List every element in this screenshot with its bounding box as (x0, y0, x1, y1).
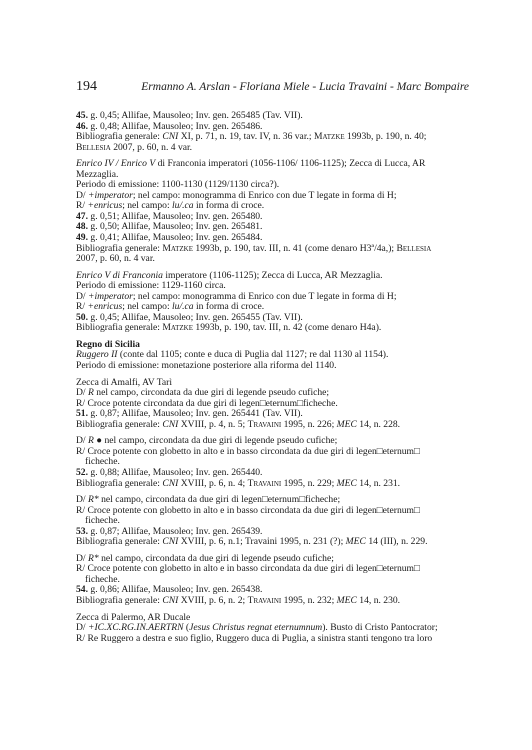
text-line: D/ R ● nel campo, circondata da due giri di legende pseudo cufiche; (76, 436, 338, 447)
catalogue-text (76, 111, 472, 644)
text-line: R/ Croce potente con globetto in alto e in basso circondata da due giri di legen□eternum□ (76, 505, 420, 516)
text-line: D/ +imperator; nel campo: monogramma di Enrico con due T legate in forma di H; (76, 291, 397, 302)
text-line: R/ Croce potente con globetto in alto e in basso circondata da due giri di legen□eternum□ (76, 446, 420, 457)
text-line: Zecca di Amalfi, AV Tarì (76, 377, 173, 388)
text-line: 47. g. 0,51; Allifae, Mausoleo; Inv. gen. 265480. (76, 211, 263, 222)
text-line: 54. g. 0,86; Allifae, Mausoleo; Inv. gen. 265438. (76, 585, 263, 596)
text-line: ficheche. (85, 457, 120, 468)
running-header-authors: Ermanno A. Arslan - Floriana Miele - Lucia Travaini - Marc Bompaire (141, 81, 469, 93)
text-line: 48. g. 0,50; Allifae, Mausoleo; Inv. gen. 265481. (76, 222, 263, 233)
text-line: R/ +enricus; nel campo: lu/.ca in forma di croce. (76, 201, 265, 212)
text-line: Bellesia 2007, p. 60, n. 4 var. (76, 142, 193, 153)
text-line: R/ +enricus; nel campo: lu/.ca in forma di croce. (76, 302, 265, 313)
text-line: Bibliografia generale: CNI XVIII, p. 6, n. 2; Travaini 1995, n. 232; MEC 14, n. 230. (76, 595, 401, 606)
text-line: Periodo di emissione: 1100-1130 (1129/1130 circa?). (76, 180, 280, 191)
text-line: 2007, p. 60, n. 4 var. (76, 254, 155, 265)
text-line: 52. g. 0,88; Allifae, Mausoleo; Inv. gen. 265440. (76, 467, 263, 478)
text-line: D/ R* nel campo, circondata da due giri di legen□eternum□ficheche; (76, 495, 341, 506)
text-line: Periodo di emissione: 1129-1160 circa. (76, 281, 226, 292)
text-line: Mezzaglia. (76, 169, 119, 180)
text-line: 53. g. 0,87; Allifae, Mausoleo; Inv. gen. 265439. (76, 526, 263, 537)
text-line: 50. g. 0,45; Allifae, Mausoleo; Inv. gen. 265455 (Tav. VII). (76, 312, 303, 323)
text-line: Bibliografia generale: Matzke 1993b, p. 190, tav. III, n. 41 (come denaro H3ª/4a,); Bellesia (76, 243, 432, 254)
text-line: 51. g. 0,87; Allifae, Mausoleo; Inv. gen. 265441 (Tav. VII). (76, 409, 303, 420)
text-line: Periodo di emissione: monetazione posteriore alla riforma del 1140. (76, 361, 337, 372)
text-line: Bibliografia generale: Matzke 1993b, p. 190, tav. III, n. 42 (come denaro H4a). (76, 323, 382, 334)
text-line: Ruggero II (conte dal 1105; conte e duca di Puglia dal 1127; re dal 1130 al 1154). (76, 350, 389, 361)
text-line: D/ +imperator; nel campo: monogramma di Enrico con due T legate in forma di H; (76, 190, 397, 201)
text-line: Bibliografia generale: CNI XVIII, p. 6, n. 4; Travaini 1995, n. 229; MEC 14, n. 231. (76, 478, 401, 489)
text-line: D/ R* nel campo, circondata da due giri di legende pseudo cufiche; (76, 553, 334, 564)
text-line: D/ R nel campo, circondata da due giri di legende pseudo cufiche; (76, 388, 330, 399)
text-line: R/ Croce potente con globetto in alto e in basso circondata da due giri di legen□eternum□ (76, 564, 420, 575)
text-line: R/ Croce potente circondata da due giri di legen□eternum□ficheche. (76, 398, 338, 409)
text-line: Bibliografia generale: CNI XI, p. 71, n. 19, tav. IV, n. 36 var.; Matzke 1993b, p. 190, n. 40; (76, 132, 427, 143)
text-line: Bibliografia generale: CNI XVIII, p. 6, n.1; Travaini 1995, n. 231 (?); MEC 14 (III), n. 229. (76, 537, 428, 548)
text-line: Bibliografia generale: CNI XVIII, p. 4, n. 5; Travaini 1995, n. 226; MEC 14, n. 228. (76, 419, 401, 430)
text-line: Enrico V di Franconia imperatore (1106-1125); Zecca di Lucca, AR Mezzaglia. (76, 270, 383, 281)
text-line: 46. g. 0,48; Allifae, Mausoleo; Inv. gen. 265486. (76, 121, 263, 132)
running-header (76, 79, 469, 95)
page-number: 194 (76, 79, 97, 94)
text-line: ficheche. (85, 516, 120, 527)
text-line: ficheche. (85, 574, 120, 585)
text-line: R/ Re Ruggero a destra e suo figlio, Ruggero duca di Puglia, a sinistra stanti tengono tra loro (76, 633, 433, 644)
text-line: Regno di Sicilia (76, 339, 140, 350)
text-line: Zecca di Palermo, AR Ducale (76, 612, 191, 623)
text-line: D/ +IC.XC.RG.IN.AERTRN (Jesus Christus regnat eternumnum). Busto di Cristo Pantocrator; (76, 623, 438, 634)
text-line: Enrico IV / Enrico V di Franconia imperatori (1056-1106/ 1106-1125); Zecca di Lucca, AR (76, 159, 426, 170)
text-line: 45. g. 0,45; Allifae, Mausoleo; Inv. gen. 265485 (Tav. VII). (76, 111, 303, 121)
text-line: 49. g. 0,41; Allifae, Mausoleo; Inv. gen. 265484. (76, 233, 263, 244)
